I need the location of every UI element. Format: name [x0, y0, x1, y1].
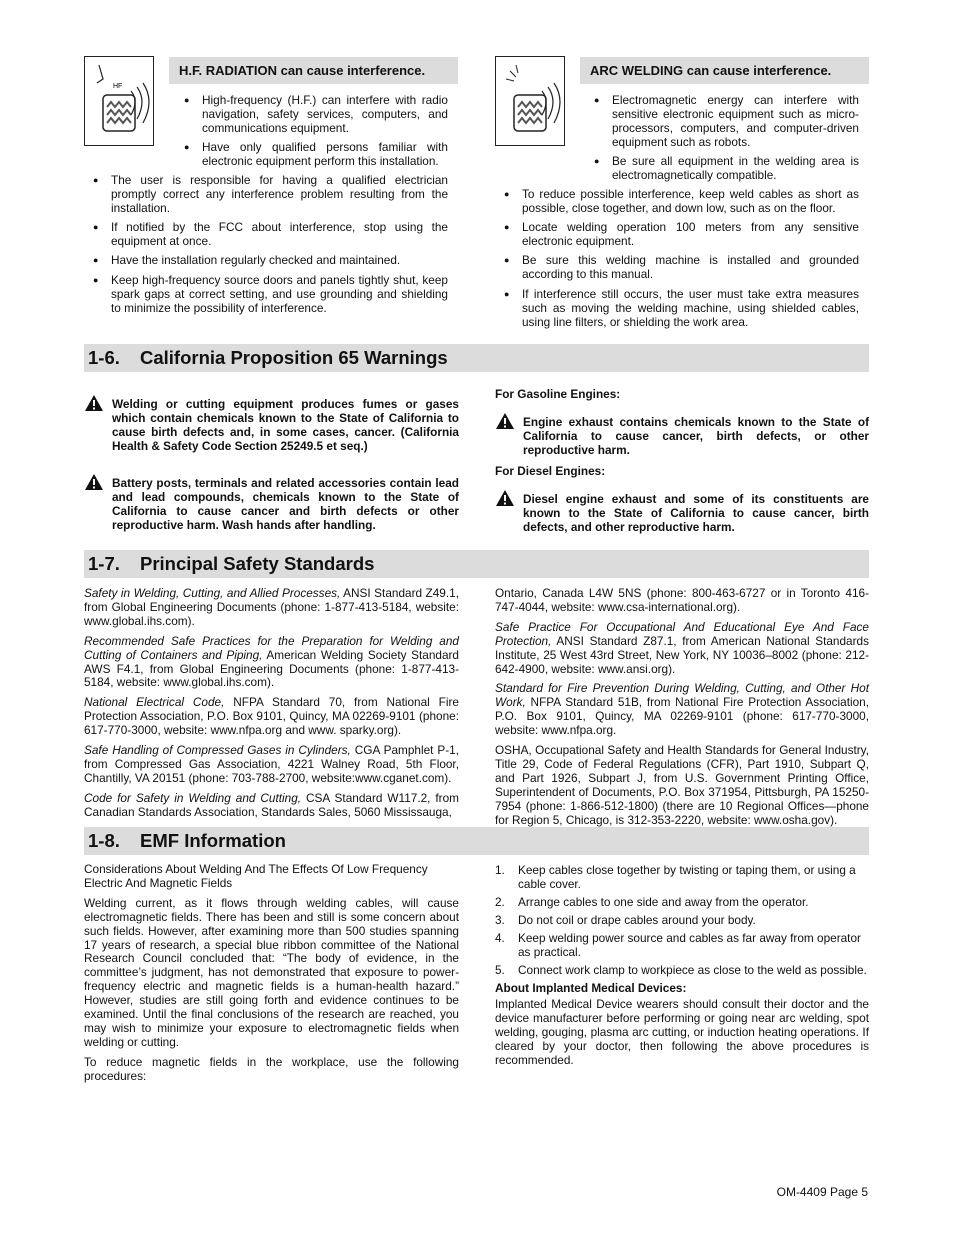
list-item: ● Locate welding operation 100 meters from any sensitive electronic equipment. — [495, 220, 859, 248]
standard-entry: Safety in Welding, Cutting, and Allied Processes, ANSI Standard Z49.1, from Global Engineering Documents (phone: 1-877-413-5184, website: www.global.ihs.com). — [84, 586, 459, 628]
implant-text: Implanted Medical Device wearers should consult their doctor and the device manufacturer before performing or going near arc welding, spot welding, gouging, plasma arc cutting, or induction heating operations. If cleared by your doctor, then following the above procedures is recommended. — [495, 997, 869, 1067]
list-item: 5. Connect work clamp to workpiece as close to the weld as possible. — [495, 963, 867, 977]
standard-entry: National Electrical Code, NFPA Standard 70, from National Fire Protection Association, P.O. Box 9101, Quincy, MA 02269-9101 (phone: 617-770-3000, website: www.nfpa.org and www. sparky.org). — [84, 695, 459, 738]
list-item: ● If notified by the FCC about interference, stop using the equipment at once. — [84, 220, 448, 248]
standard-entry: Safe Practice For Occupational And Educational Eye And Face Protection, ANSI Standard Z87.1, from American National Standards Institute, 25 West 43rd Street, New York, NY 10036–8002 (phone: 212-642-4900, website: www.ansi.org). — [495, 619, 869, 676]
warning-icon — [84, 394, 104, 412]
warning-gasoline: Engine exhaust contains chemicals known to the State of California to cause cancer, birth defects, or other reproductive harm. — [495, 415, 869, 457]
warning-diesel: Diesel engine exhaust and some of its constituents are known to the State of California to cause cancer, birth defects, and other reproductive harm. — [495, 492, 869, 534]
warning-icon — [84, 473, 104, 491]
list-item: ● Be sure all equipment in the welding area is electromagnetically compatible. — [585, 154, 859, 182]
standard-entry: Standard for Fire Prevention During Welding, Cutting, and Other Hot Work, NFPA Standard 51B, from National Fire Protection Association, P.O. Box 9101, Quincy, MA 02269-9101 (phone: 617-770-3000, website: www.nfpa.org. — [495, 681, 869, 738]
standard-entry: Safe Handling of Compressed Gases in Cylinders, CGA Pamphlet P-1, from Compressed Gas Association, 4221 Walney Road, 5th Floor, Chantilly, VA 20151 (phone: 703-788-2700, website:www.cganet.com). — [84, 743, 460, 785]
arc-bullets — [495, 187, 859, 334]
list-item: ● Have only qualified persons familiar with electronic equipment perform this installation. — [175, 140, 448, 168]
warning-battery: Battery posts, terminals and related accessories contain lead and lead compounds, chemicals known to the State of California to cause cancer and birth defects or other reproductive harm. Wash hands after handling. — [84, 476, 459, 532]
standard-entry: Ontario, Canada L4W 5NS (phone: 800-463-6727 or in Toronto 416-747-4044, website: www.csa-international.org). — [495, 586, 869, 614]
emf-paragraph: Welding current, as it flows through welding cables, will cause electromagnetic fields. There has been and still is some concern about such fields. However, after examining more than 500 studies spanning 17 years of research, a special blue ribbon committee of the National Research Council concluded that: “The body of evidence, in the committee’s judgment, has not demonstrated that exposure to power-frequency electric and magnetic fields is a human-health hazard.” However, studies are still going forth and evidence continues to be examined. Until the final conclusions of the research are reached, you may wish to minimize your exposure to electromagnetic fields when welding or cutting. — [84, 895, 459, 1049]
standard-entry: OSHA, Occupational Safety and Health Standards for General Industry, Title 29, Code of Federal Regulations (CFR), Part 1910, Subpart Q, and Part 1926, Subpart J, from U.S. Government Printing Office, Superintendent of Documents, P.O. Box 371954, Pittsburgh, PA 15250-7954 (phone: 1-866-512-1800) (there are 10 Regional Offices—phone for Region 5, Chicago, is 312-353-2220, website: www.osha.gov). — [495, 743, 869, 827]
standard-entry: Code for Safety in Welding and Cutting, CSA Standard W117.2, from Canadian Standards Association, Standards Sales, 5060 Mississauga, — [84, 790, 459, 819]
list-item: ● To reduce possible interference, keep weld cables as short as possible, close together, and down low, such as on the floor. — [495, 187, 859, 215]
list-item: 4. Keep welding power source and cables as far away from operator as practical. — [495, 931, 861, 959]
warning-icon — [495, 489, 515, 507]
list-item: ● Keep high-frequency source doors and panels tightly shut, keep spark gaps at correct setting, and use grounding and shielding to minimize the possibility of interference. — [84, 273, 448, 315]
list-item: ● High-frequency (H.F.) can interfere with radio navigation, safety services, computers, and communications equipment. — [175, 93, 448, 135]
arc-heading: ARC WELDING can cause interference. — [580, 57, 869, 84]
standard-entry: Recommended Safe Practices for the Preparation for Welding and Cutting of Containers and Piping, American Welding Society Standard AWS F4.1, from Global Engineering Documents (phone: 1-877-413-5184, website: www.global.ihs.com). — [84, 633, 459, 690]
list-item: 1. Keep cables close together by twisting or taping them, or using a cable cover. — [495, 863, 856, 891]
list-item: ● Electromagnetic energy can interfere with sensitive electronic equipment such as micro-processors, computers, and computer-driven equipment such as robots. — [585, 93, 859, 149]
emf-left — [84, 863, 459, 1090]
emf-right — [495, 863, 869, 1074]
prop65-left — [84, 397, 459, 532]
standards-left — [84, 587, 459, 826]
arc-inner-bullets — [585, 93, 859, 188]
page-footer: OM-4409 Page 5 — [776, 1185, 868, 1199]
hf-bullets — [84, 173, 448, 320]
diesel-label: For Diesel Engines: — [495, 464, 606, 478]
warning-icon — [495, 412, 515, 430]
section-heading-1-6: 1-6. California Proposition 65 Warnings — [84, 344, 869, 372]
list-item: ● Be sure this welding machine is installed and grounded according to this manual. — [495, 253, 859, 281]
list-item: ● The user is responsible for having a qualified electrician promptly correct any interference problem resulting from the installation. — [84, 173, 448, 215]
list-item: ● If interference still occurs, the user must take extra measures such as moving the welding machine, using shielded cables, using line filters, or shielding the work area. — [495, 287, 859, 329]
hf-inner-bullets — [175, 93, 448, 173]
prop65-right — [495, 387, 869, 534]
list-item: ● Have the installation regularly checked and maintained. — [84, 253, 448, 267]
hf-heading: H.F. RADIATION can cause interference. — [169, 57, 458, 84]
emf-paragraph: To reduce magnetic fields in the workplace, use the following procedures: — [84, 1054, 459, 1083]
arc-welding-interference-icon — [495, 56, 565, 146]
implant-label: About Implanted Medical Devices: — [495, 981, 687, 995]
section-heading-1-7: 1-7. Principal Safety Standards — [84, 550, 869, 578]
gasoline-label: For Gasoline Engines: — [495, 387, 621, 401]
standards-right — [495, 587, 869, 834]
hf-radiation-icon — [84, 56, 154, 146]
warning-fumes: Welding or cutting equipment produces fumes or gases which contain chemicals known to the State of California to cause birth defects and, in some cases, cancer. (California Health & Safety Code Section 25249.5 et seq.) — [84, 397, 459, 453]
svg-text:HF: HF — [113, 83, 123, 90]
list-item: 2. Arrange cables to one side and away from the operator. — [495, 895, 809, 909]
list-item: 3. Do not coil or drape cables around your body. — [495, 913, 756, 927]
section-heading-1-8: 1-8. EMF Information — [84, 827, 869, 855]
emf-paragraph: Considerations About Welding And The Effects Of Low Frequency Electric And Magnetic Fields — [84, 862, 428, 890]
